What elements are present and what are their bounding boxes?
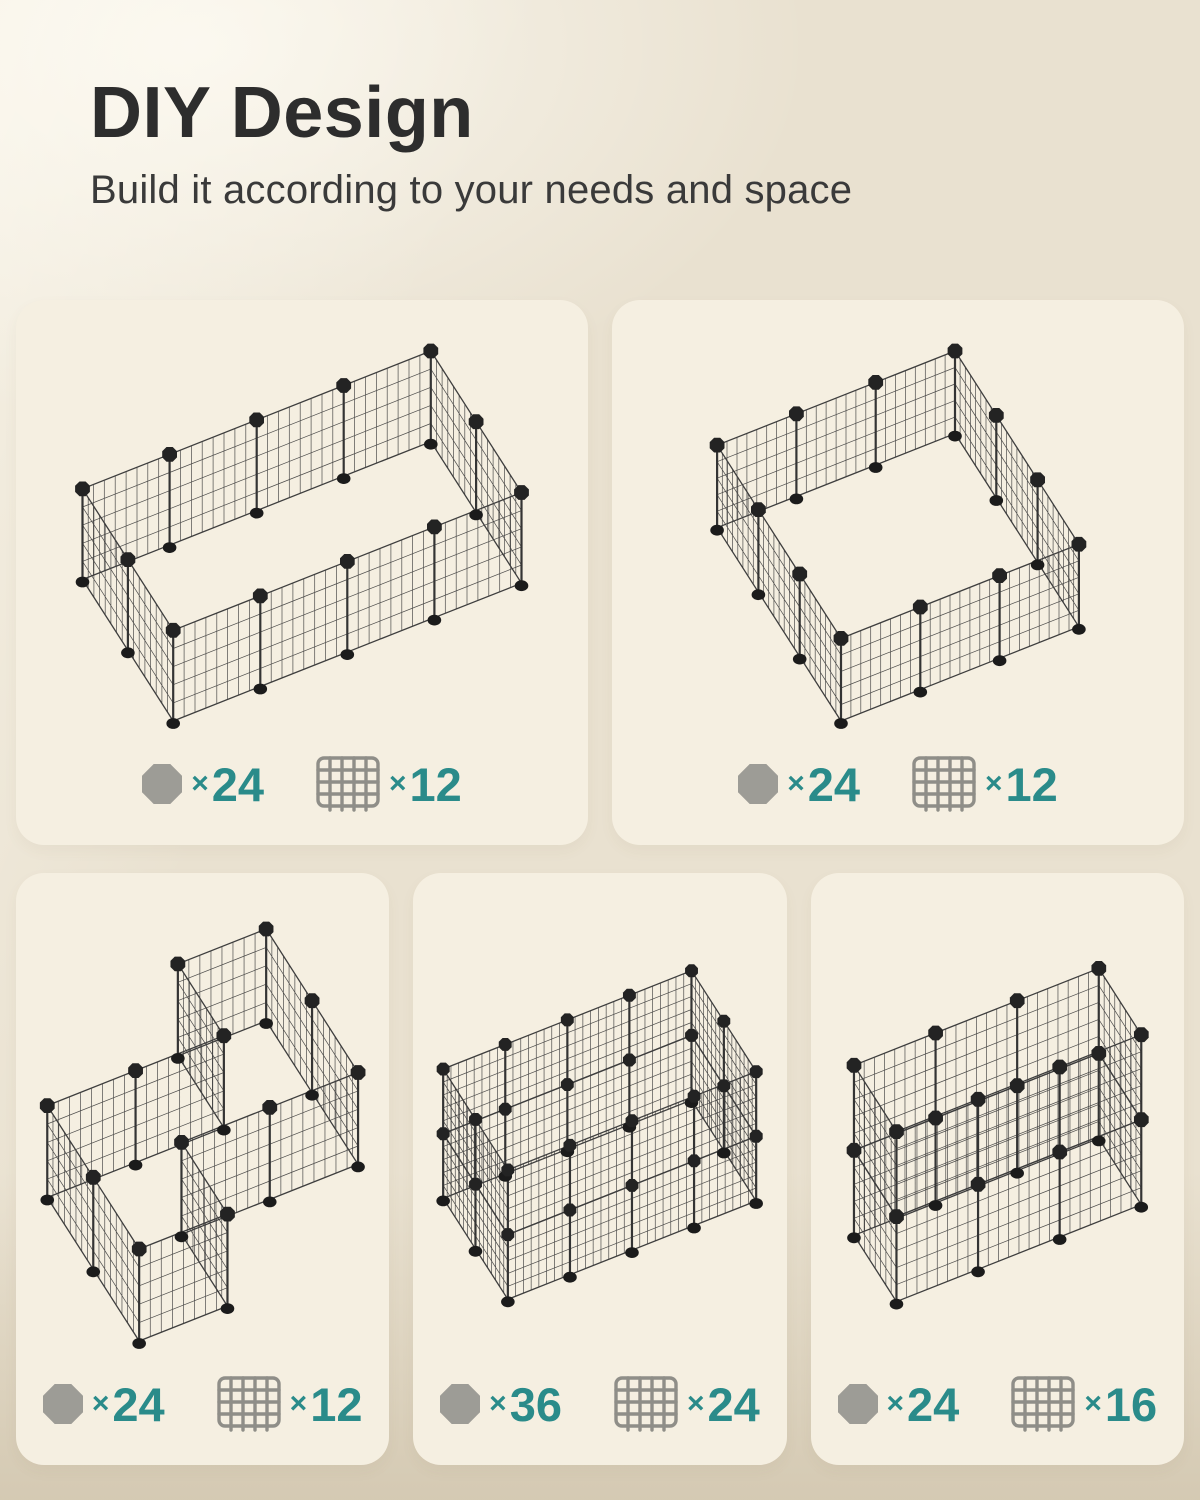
grid-panel-icon [614,1376,678,1432]
config-card-two-story-3x1 [811,873,1184,1465]
connector-count: × 36 [489,1377,562,1431]
legend-item-connectors [142,757,264,811]
connector-octagon-icon [838,1384,878,1424]
connector-octagon-icon [142,764,182,804]
connector-count: × 24 [886,1377,960,1431]
panel-count: × 12 [985,757,1058,811]
parts-legend [738,755,1058,813]
parts-legend [838,1375,1158,1433]
parts-legend [142,755,462,813]
panel-count: × 12 [289,1377,363,1431]
grid-panel-icon [1011,1376,1075,1432]
connector-count: × 24 [787,757,860,811]
panel-count: × 16 [1084,1377,1158,1431]
config-card-square-3x3 [612,300,1184,845]
legend-item-panels [614,1376,760,1432]
legend-item-panels [912,756,1058,812]
header [0,0,1200,213]
parts-legend [43,1375,363,1433]
pen-illustration-two-story-4x2 [413,899,786,1371]
pen-illustration-rectangle-4x2 [16,321,588,751]
grid-panel-icon [912,756,976,812]
parts-legend [440,1375,760,1433]
pen-wireframe [846,961,1148,1310]
pen-illustration-zigzag [16,899,389,1371]
legend-item-panels [316,756,462,812]
pen-illustration-two-story-3x1 [811,899,1184,1371]
config-card-two-story-4x2 [413,873,786,1465]
grid-panel-icon [217,1376,281,1432]
connector-octagon-icon [43,1384,83,1424]
connector-count: × 24 [91,1377,165,1431]
config-card-rectangle-4x2 [16,300,588,845]
row-top [16,300,1184,845]
legend-item-panels [1011,1376,1157,1432]
connector-octagon-icon [738,764,778,804]
grid-panel-icon [316,756,380,812]
legend-item-connectors [440,1377,562,1431]
panel-count: × 24 [686,1377,760,1431]
row-bottom [16,873,1184,1465]
pen-wireframe [40,922,366,1349]
page-subtitle: Build it according to your needs and space [90,168,853,212]
panel-count: × 12 [389,757,462,811]
pen-illustration-square-3x3 [612,321,1184,751]
legend-item-connectors [738,757,860,811]
page-title: DIY Design [90,73,474,153]
connector-octagon-icon [440,1384,480,1424]
pen-wireframe [710,344,1087,729]
legend-item-connectors [838,1377,960,1431]
connector-count: × 24 [191,757,264,811]
layout-grid [16,300,1184,1465]
pen-wireframe [437,964,764,1307]
legend-item-panels [217,1376,363,1432]
legend-item-connectors [43,1377,165,1431]
pen-wireframe [75,344,529,729]
config-card-zigzag [16,873,389,1465]
